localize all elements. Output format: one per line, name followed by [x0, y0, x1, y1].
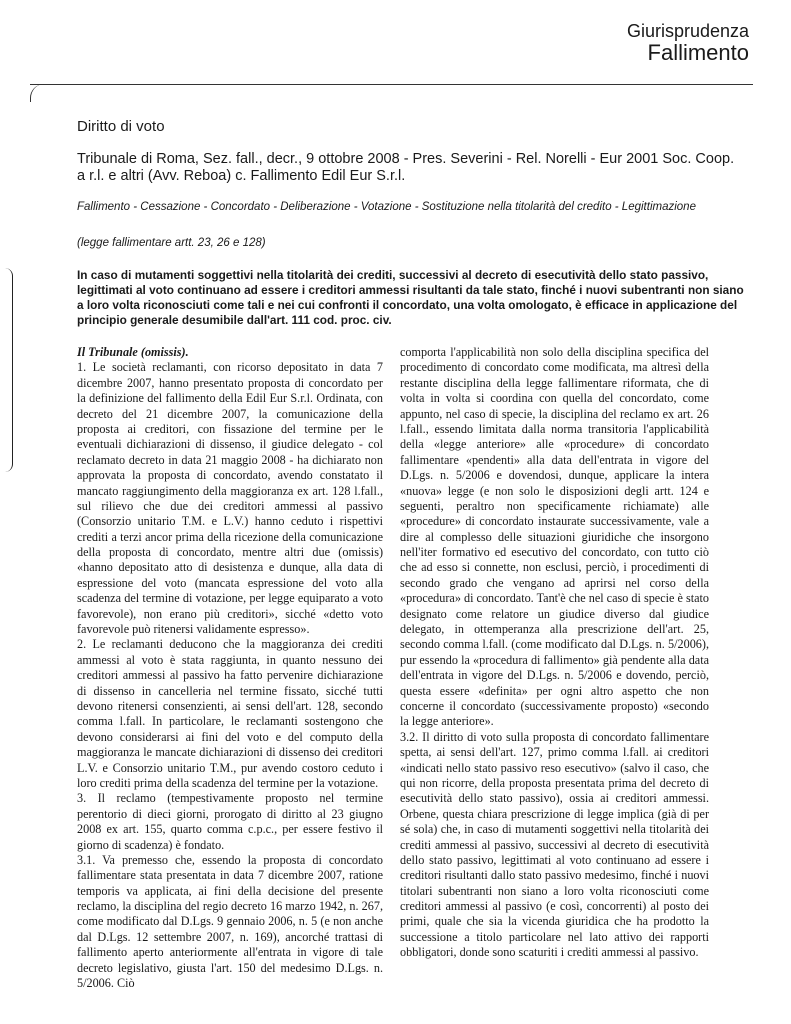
- running-head-section: Giurisprudenza: [626, 21, 749, 41]
- header-rule-corner: [30, 84, 47, 102]
- paragraph: 3.2. Il diritto di voto sulla proposta di concordato fallimentare spetta, ai sensi dell'art. 127, primo comma l.fall. ai creditori «indicati nello stato passivo reso esecutivo» (salvo il caso, che qui non ricorre, della proposta presentata prima del decreto di esecutività dello stato passivo), ossia ai creditori ammessi. Orbene, questa chiara prescrizione di legge implica (già di per sé sola) che, in caso di mutamenti soggettivi nella titolarità dei crediti ammessi al passivo, successivi al decreto di esecutività dello stato passivo, legittimati al voto continuano ad essere i creditori risultanti dallo stato passivo medesimo, finché i nuovi titolari subentranti non siano a loro volta riconosciuti come creditori ammessi al passivo (e così, concorrenti) al posto dei primi, quale che sia la vicenda giuridica che ha prodotto la successione a titolo particolare nel lato attivo dei rapporti obbligatori, donde sono scaturiti i crediti ammessi al passivo.: [400, 729, 709, 960]
- running-head-topic: Fallimento: [647, 39, 749, 65]
- paragraph: 3. Il reclamo (tempestivamente proposto nel termine perentorio di dieci giorni, prorogato di diritto al 23 giugno 2008 ex art. 155, quarto comma c.p.c., per essere festivo il giorno di scadenza) è fondato.: [77, 791, 383, 852]
- court-label: Il Tribunale (omissis).: [77, 345, 189, 359]
- paragraph: 2. Le reclamanti deducono che la maggioranza dei crediti ammessi al voto è stata raggiunta, in quanto nessuno dei creditori ammessi al passivo ha fatto pervenire dichiarazione di dissenso in cancelleria nel termine fissato, sicché tutti devono ritenersi consenzienti, ai sensi dell'art. 128, secondo comma l.fall. In particolare, le reclamanti sostengono che devono considerarsi ai fini del voto e del computo della maggioranza le mancate dichiarazioni di dissenso dei creditori L.V. e Consorzio unitario T.M., pur avendo costoro ceduto i loro crediti prima della scadenza del termine per la votazione.: [77, 637, 383, 790]
- paragraph: 3.1. Va premesso che, essendo la proposta di concordato fallimentare stata presentata in data 7 dicembre 2007, ratione temporis va applicata, ai fini della decisione del presente reclamo, la disciplina del regio decreto 16 marzo 1942, n. 267, come modificato dal D.Lgs. 9 gennaio 2006, n. 5 (e non anche dal D.Lgs. 12 settembre 2007, n. 169), ancorché trattasi di fallimento aperto anteriormente all'entrata in vigore di tale decreto legislativo, giusta l'art. 150 del medesimo D.Lgs. n. 5/2006. Ciò: [77, 852, 383, 991]
- text-column-left: [77, 345, 383, 991]
- text-column-right: [400, 345, 709, 961]
- margin-bracket-mark: [4, 268, 13, 472]
- legal-reference: (legge fallimentare artt. 23, 26 e 128): [77, 237, 266, 249]
- running-head: [627, 22, 749, 64]
- subject-heading: Diritto di voto: [77, 118, 165, 135]
- paragraph: 1. Le società reclamanti, con ricorso depositato in data 7 dicembre 2007, hanno presentato proposta di concordato per la definizione del fallimento della Edil Eur S.r.l. Ordinata, con decreto del 21 dicembre 2007, la comunicazione della proposta ai creditori, con fissazione del termine per le eventuali dichiarazioni di dissenso, il giudice delegato - col reclamato decreto in data 21 maggio 2008 - ha dichiarato non approvata la proposta di concordato, avendo constatato il mancato raggiungimento della maggioranza ex art. 128 l.fall., sul rilievo che due dei creditori ammessi al passivo (Consorzio unitario T.M. e L.V.) hanno ceduto i rispettivi crediti a terzi ancor prima della ricezione della comunicazione della proposta di concordato, mentre altri due (omissis) «hanno depositato atto di desistenza e dunque, alla data di espressione del voto (mancata espressione del voto alla scadenza del termine di votazione, per legge equiparato a voto favorevole), non erano più creditori», sicché «detto voto favorevole può ritenersi validamente espresso».: [77, 360, 383, 637]
- keywords-line: Fallimento - Cessazione - Concordato - Deliberazione - Votazione - Sostituzione nella titolarità del credito - Legittimazione: [77, 201, 696, 213]
- paragraph: comporta l'applicabilità non solo della disciplina specifica del procedimento di concordato come modificata, ma altresì della restante disciplina della legge fallimentare riformata, che di volta in volta si coordina con quella del concordato, come appunto, nel caso di specie, la disciplina del reclamo ex art. 26 l.fall., essendo limitata dalla norma transitoria l'applicabilità della «legge anteriore» alle «procedure» di concordato fallimentare «pendenti» alla data dell'entrata in vigore del D.Lgs. n. 5/2006 e dovendosi, dunque, applicare la intera «nuova» legge (e non solo le disposizioni degli artt. 124 e seguenti, peraltro non specificamente richiamate) alle «procedure» di concordato instaurate successivamente, vale a dire al complesso delle situazioni giuridiche che insorgono nell'iter formativo ed esecutivo del concordato, con tutto ciò che ad esso si connette, non esclusi, perciò, i procedimenti di secondo grado che vengano ad aprirsi nel corso della «procedura» di concordato. Tant'è che nel caso di specie è stato designato come relatore un giudice diverso dal giudice delegato, in ottemperanza alla prescrizione dell'art. 25, secondo comma l.fall. (come modificato dal D.Lgs. n. 5/2006), pur essendo la «procedura di fallimento» già pendente alla data dell'entrata in vigore del D.Lgs. n. 5/2006 e dovendo, perciò, questa essere «definita» per ogni altro aspetto che non concerne il concordato (successivamente proposto) «secondo la legge anteriore».: [400, 345, 709, 729]
- decision-citation: Tribunale di Roma, Sez. fall., decr., 9 ottobre 2008 - Pres. Severini - Rel. Norelli - Eur 2001 Soc. Coop. a r.l. e altri (Avv. Reboa) c. Fallimento Edil Eur S.r.l.: [77, 151, 735, 184]
- header-rule: [30, 84, 753, 85]
- case-maxim: In caso di mutamenti soggettivi nella titolarità dei crediti, successivi al decreto di esecutività dello stato passivo, legittimati al voto continuano ad essere i creditori ammessi risultanti da tale stato, finché i nuovi subentranti non siano a loro volta riconosciuti come tali e nei cui confronti il concordato, una volta omologato, è efficace in applicazione del principio generale desumibile dall'art. 111 cod. proc. civ.: [77, 268, 744, 328]
